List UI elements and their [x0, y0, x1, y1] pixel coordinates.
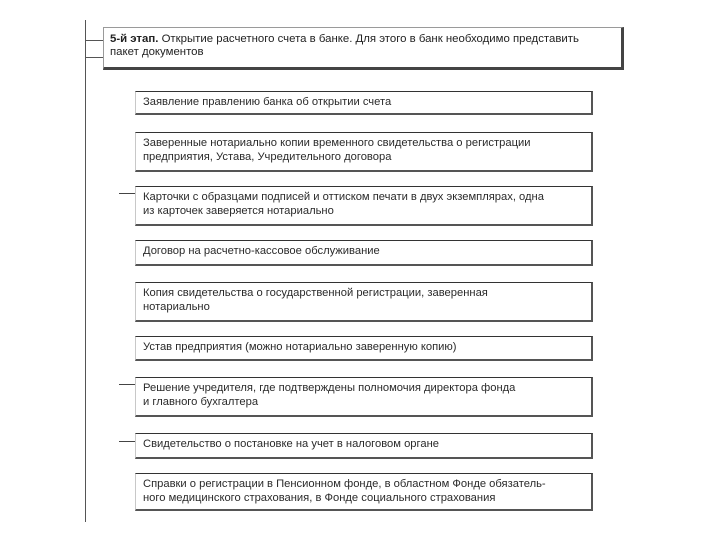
document-item: [135, 336, 593, 361]
document-item-text: Заверенные нотариально копии временного свидетельства о регистрации: [143, 137, 531, 149]
document-item-text: Устав предприятия (можно нотариально заверенную копию): [143, 341, 457, 353]
document-item: [135, 282, 593, 322]
document-item-text: и главного бухгалтера: [143, 395, 259, 408]
document-item: [135, 91, 593, 115]
stage-description-cont: пакет документов: [110, 46, 204, 58]
document-item-text: ного медицинского страхования, в Фонде социального страхования: [143, 491, 496, 504]
stage-header-box: [103, 27, 624, 70]
item-connector: [119, 193, 135, 194]
document-item-text: нотариально: [143, 300, 210, 313]
document-item: [135, 473, 593, 511]
document-item: [135, 132, 593, 172]
document-item-text: предприятия, Устава, Учредительного договора: [143, 150, 392, 163]
document-item-text: Заявление правлению банка об открытии счета: [143, 96, 392, 108]
document-item: [135, 240, 593, 266]
header-connector: [85, 40, 103, 41]
document-item-text: Копия свидетельства о государственной регистрации, заверенная: [143, 287, 488, 299]
document-item-text: Договор на расчетно-кассовое обслуживание: [143, 245, 380, 257]
document-item-text: Решение учредителя, где подтверждены полномочия директора фонда: [143, 382, 516, 394]
item-connector: [119, 384, 135, 385]
stage-label: 5-й этап.: [110, 33, 159, 45]
connector-spine: [85, 20, 86, 522]
document-item: [135, 433, 593, 459]
header-connector: [85, 57, 103, 58]
document-item-text: Карточки с образцами подписей и оттиском печати в двух экземплярах, одна: [143, 191, 544, 203]
document-item-text: Справки о регистрации в Пенсионном фонде, в областном Фонде обязатель-: [143, 478, 546, 490]
stage-description: Открытие расчетного счета в банке. Для этого в банк необходимо представить: [158, 33, 579, 45]
document-item-text: Свидетельство о постановке на учет в налоговом органе: [143, 438, 439, 450]
item-connector: [119, 441, 135, 442]
document-item: [135, 377, 593, 417]
document-item-text: из карточек заверяется нотариально: [143, 204, 334, 217]
document-item: [135, 186, 593, 226]
